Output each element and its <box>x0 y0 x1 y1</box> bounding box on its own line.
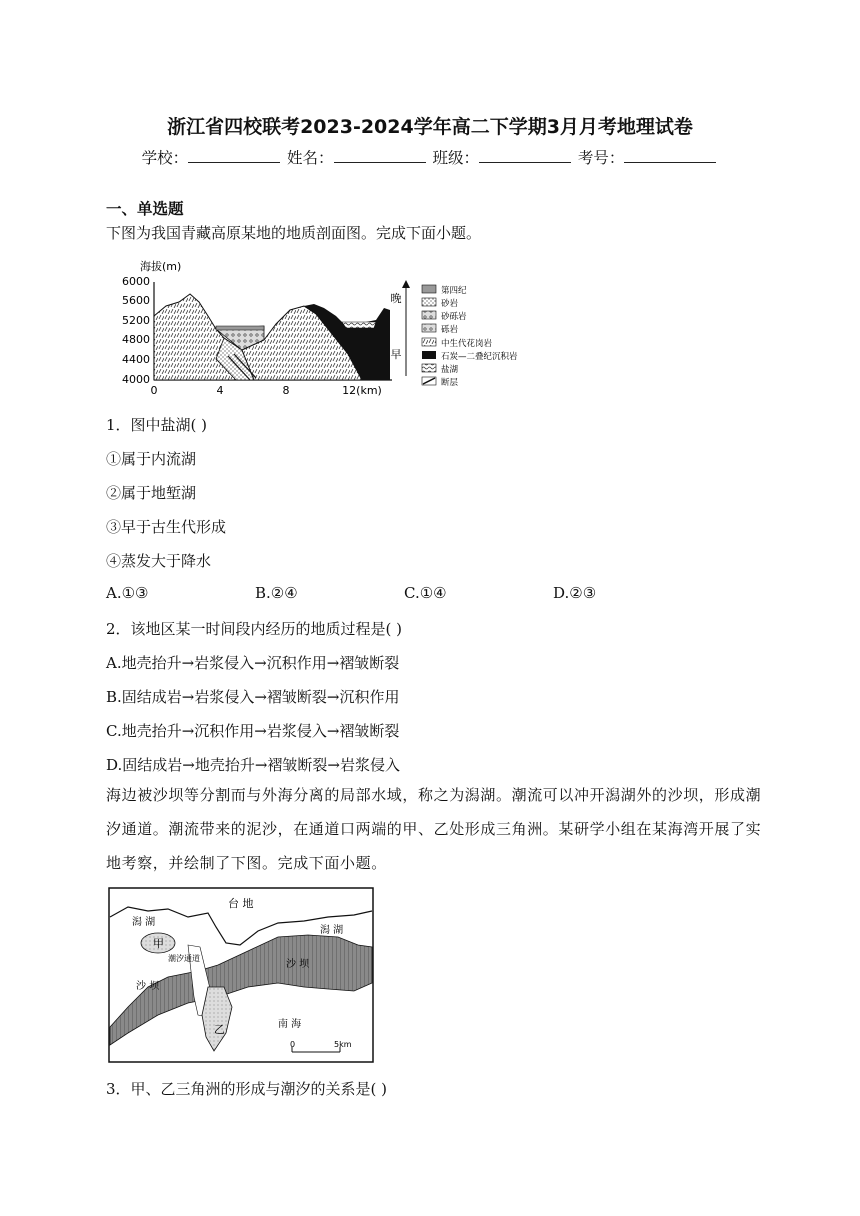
class-label: 班级： <box>432 149 479 167</box>
q1-stem: 1．图中盐湖( ) <box>106 416 208 434</box>
intro-1: 下图为我国青藏高原某地的地质剖面图。完成下面小题。 <box>106 224 482 242</box>
time-early-label: 早 <box>390 348 402 361</box>
intro-2: 海边被沙坝等分割而与外海分离的局部水域，称之为潟湖。潮流可以冲开潟湖外的沙坝，形成潮汐通道。潮流带来的泥沙，在通道口两端的甲、乙处形成三角洲。某研学小组在某海湾开展了实地考察，并绘制了下图。完成下面小题。 <box>106 786 762 872</box>
number-blank[interactable] <box>624 148 716 163</box>
y-tick: 6000 <box>122 275 150 288</box>
name-blank[interactable] <box>334 148 426 163</box>
q1-item: ④蒸发大于降水 <box>106 552 212 570</box>
q1-item: ①属于内流湖 <box>106 450 197 468</box>
geologic-profile-figure <box>104 254 534 399</box>
section-heading: 一、单选题 <box>106 200 184 218</box>
sandbar-right-label: 沙 坝 <box>286 959 310 970</box>
q2-stem: 2．该地区某一时间段内经历的地质过程是( ) <box>106 620 403 638</box>
scale-end: 5km <box>334 1040 352 1049</box>
q1-option-a[interactable]: A.①③ <box>106 584 149 602</box>
student-info-line <box>0 146 860 168</box>
time-late-label: 晚 <box>390 292 402 305</box>
tidal-channel-label: 潮汐通道 <box>168 954 200 963</box>
legend-label: 第四纪 <box>441 286 467 296</box>
quaternary-layer <box>216 326 264 330</box>
arrow-up-icon <box>402 280 410 288</box>
legend-label: 砾岩 <box>441 325 459 335</box>
x-tick: 8 <box>282 384 290 397</box>
q2-option-a[interactable]: A.地壳抬升→岩浆侵入→沉积作用→褶皱断裂 <box>106 654 400 672</box>
plateau-label: 台 地 <box>228 897 254 910</box>
legend-label: 砂岩 <box>441 299 459 309</box>
legend-label: 断层 <box>441 378 459 388</box>
school-label: 学校： <box>141 149 189 167</box>
legend-label: 盐湖 <box>441 365 459 375</box>
x-tick: 0 <box>150 384 158 397</box>
lagoon-left-label: 潟 湖 <box>132 917 156 928</box>
x-tick-labels <box>151 384 382 397</box>
y-tick: 4400 <box>122 353 150 366</box>
lagoon-map-figure <box>108 887 374 1063</box>
q1-option-d[interactable]: D.②③ <box>553 584 597 602</box>
class-blank[interactable] <box>479 148 571 163</box>
number-label: 考号： <box>577 149 625 167</box>
legend-label: 中生代花岗岩 <box>441 339 493 349</box>
q2-option-c[interactable]: C.地壳抬升→沉积作用→岩浆侵入→褶皱断裂 <box>106 722 400 740</box>
y-axis-title: 海拔(m) <box>140 260 182 273</box>
q1-item: ②属于地堑湖 <box>106 484 197 502</box>
y-tick: 5600 <box>122 294 150 307</box>
x-tick: 4 <box>216 384 224 397</box>
legend <box>422 285 518 388</box>
x-tick: 12(km) <box>342 384 382 397</box>
page-title: 浙江省四校联考2023-2024学年高二下学期3月月考地理试卷 <box>167 116 693 138</box>
legend-label: 砂砾岩 <box>441 312 467 322</box>
y-tick: 4000 <box>122 373 150 386</box>
scale-zero: 0 <box>290 1040 296 1049</box>
salt-lake <box>342 322 376 328</box>
q2-option-b[interactable]: B.固结成岩→岩浆侵入→褶皱断裂→沉积作用 <box>106 688 400 706</box>
sandbar-left-label: 沙 坝 <box>136 981 160 992</box>
lagoon-right-label: 潟 湖 <box>320 925 344 936</box>
y-tick: 5200 <box>122 314 150 327</box>
sea-label: 南 海 <box>278 1019 302 1030</box>
q2-option-d[interactable]: D.固结成岩→地壳抬升→褶皱断裂→岩浆侵入 <box>106 756 400 774</box>
q1-option-c[interactable]: C.①④ <box>404 584 447 602</box>
q1-option-b[interactable]: B.②④ <box>255 584 298 602</box>
q3-stem: 3．甲、乙三角洲的形成与潮汐的关系是( ) <box>106 1080 388 1098</box>
legend-label: 石炭—二叠纪沉积岩 <box>441 352 518 362</box>
y-tick-labels <box>122 275 150 386</box>
name-label: 姓名： <box>287 149 334 167</box>
y-tick: 4800 <box>122 333 150 346</box>
q1-item: ③早于古生代形成 <box>106 518 227 536</box>
jia-label: 甲 <box>153 937 164 950</box>
school-blank[interactable] <box>188 148 280 163</box>
yi-label: 乙 <box>214 1023 225 1036</box>
